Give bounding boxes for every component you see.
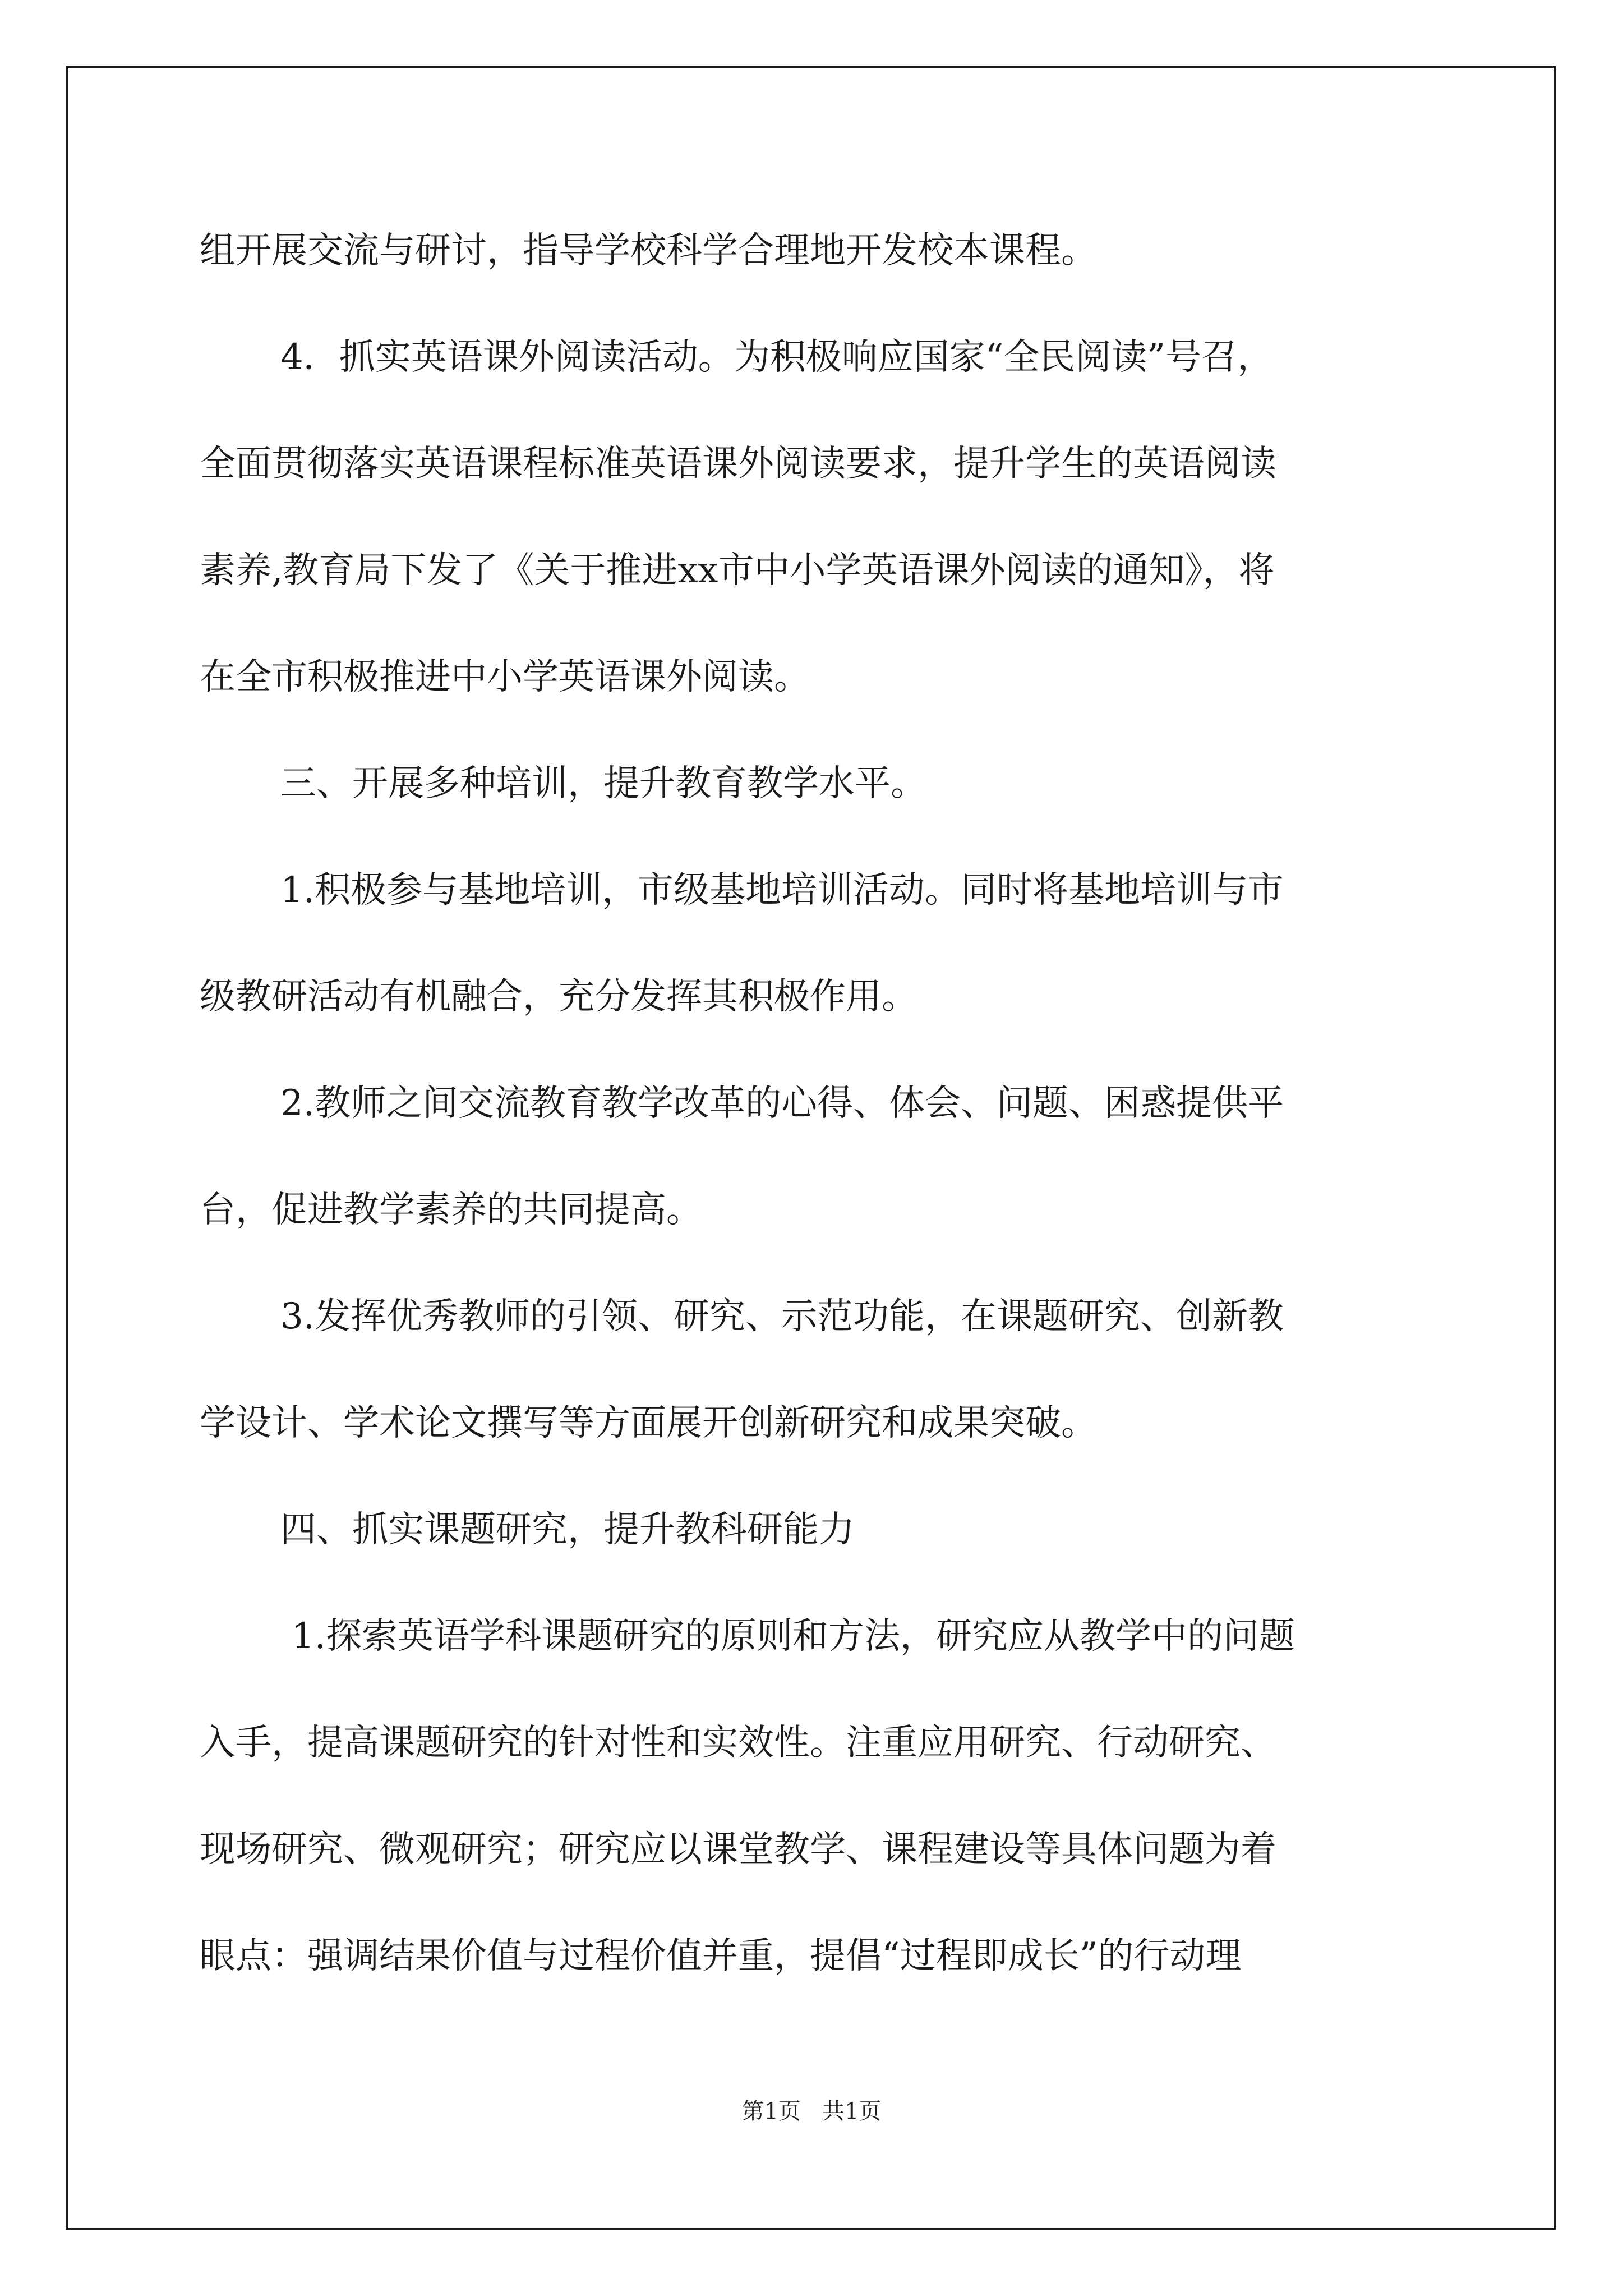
text-line: 1.探索英语学科课题研究的原则和方法，研究应从教学中的问题 — [292, 1616, 1295, 1657]
text-line: 入手，提高课题研究的针对性和实效性。注重应用研究、行动研究、 — [200, 1722, 1276, 1764]
text-line: 现场研究、微观研究；研究应以课堂教学、课程建设等具体问题为着 — [200, 1829, 1276, 1870]
text-line: 在全市积极推进中小学英语课外阅读。 — [200, 656, 810, 698]
text-line: 4．抓实英语课外阅读活动。为积极响应国家“全民阅读”号召， — [280, 337, 1274, 378]
text-line: 级教研活动有机融合，充分发挥其积极作用。 — [200, 976, 917, 1018]
text-line: 全面贯彻落实英语课程标准英语课外阅读要求，提升学生的英语阅读 — [200, 443, 1276, 485]
page-footer: 第1页 共1页 — [741, 2099, 882, 2124]
text-line: 1.积极参与基地培训，市级基地培训活动。同时将基地培训与市 — [280, 869, 1284, 911]
text-line: 3.发挥优秀教师的引领、研究、示范功能，在课题研究、创新教 — [280, 1296, 1284, 1337]
section-heading: 三、开展多种培训，提升教育教学水平。 — [280, 763, 926, 804]
section-heading: 四、抓实课题研究，提升教科研能力 — [280, 1509, 855, 1550]
text-line: 学设计、学术论文撰写等方面展开创新研究和成果突破。 — [200, 1402, 1097, 1444]
text-line: 组开展交流与研讨，指导学校科学合理地开发校本课程。 — [200, 230, 1097, 272]
text-line: 眼点：强调结果价值与过程价值并重，提倡“过程即成长”的行动理 — [200, 1935, 1242, 1977]
page-border — [66, 66, 1556, 2230]
text-line: 素养,教育局下发了《关于推进xx市中小学英语课外阅读的通知》，将 — [200, 550, 1275, 591]
text-line: 2.教师之间交流教育教学改革的心得、体会、问题、困惑提供平 — [280, 1083, 1284, 1124]
text-line: 台，促进教学素养的共同提高。 — [200, 1189, 702, 1231]
